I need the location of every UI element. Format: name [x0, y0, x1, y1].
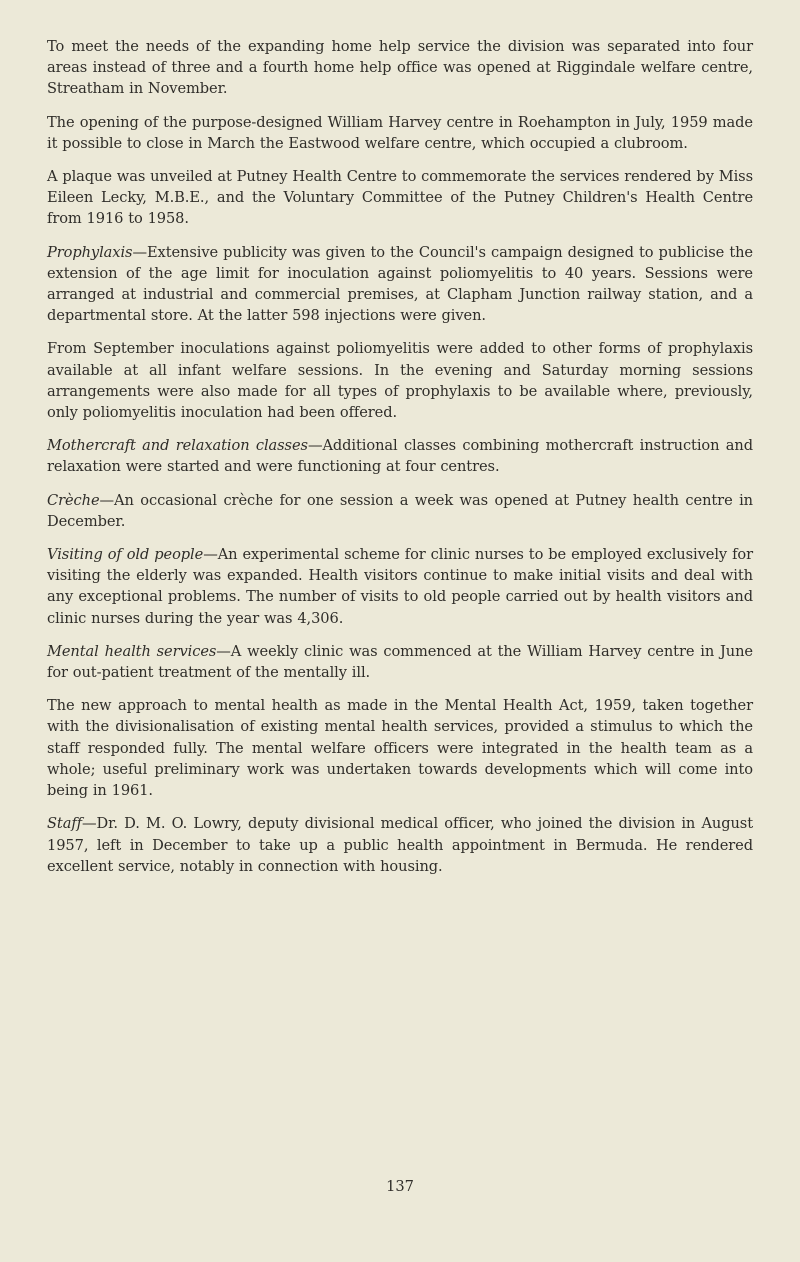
- paragraph-heading: Staff: [47, 815, 82, 833]
- paragraph: [47, 338, 753, 423]
- paragraph-text: —An experimental scheme for clinic nurses to be employed exclusively for visiting the elderly was expanded. Health visitors continue to make initial visits and deal with any exceptional problems. The number of visits to old people carried out by health visitors and clinic nurses during the year was 4,306.: [47, 546, 753, 627]
- paragraph: [47, 166, 753, 230]
- paragraph-creche: [47, 490, 753, 532]
- paragraph-mothercraft: [47, 435, 753, 477]
- paragraph: [47, 36, 753, 100]
- paragraph-visiting-old-people: [47, 544, 753, 629]
- paragraph-prophylaxis: [47, 242, 753, 327]
- paragraph-heading: Crèche: [47, 491, 100, 509]
- paragraph-text: From September inoculations against poliomyelitis were added to other forms of prophylaxis available at all infant welfare sessions. In the evening and Saturday morning sessions arrangements were also made for all types of prophylaxis to be available where, previously, only poliomyelitis inoculation had been offered.: [47, 340, 753, 422]
- paragraph-heading: Visiting of old people: [47, 546, 204, 564]
- paragraph-heading: Prophylaxis: [47, 243, 133, 261]
- paragraph: [47, 112, 753, 154]
- paragraph-text: The new approach to mental health as made in the Mental Health Act, 1959, taken together with the divisionalisation of existing mental health services, provided a stimulus to which the staff responded fully. The mental welfare officers were integrated in the health team as a whole; useful preliminary work was undertaken towards developments which will come into being in 1961.: [47, 697, 753, 800]
- page-number: 137: [386, 1178, 414, 1195]
- paragraph-text: A plaque was unveiled at Putney Health Centre to commemorate the services rendered by Miss Eileen Lecky, M.B.E., and the Voluntary Committee of the Putney Children's Health Centre from 1916 to 1958.: [47, 168, 753, 228]
- paragraph-mental-health: [47, 641, 753, 683]
- paragraph-staff: [47, 813, 753, 877]
- paragraph-text: —An occasional crèche for one session a week was opened at Putney health centre in December.: [47, 491, 753, 530]
- paragraph-text: To meet the needs of the expanding home help service the division was separated into four areas instead of three and a fourth home help office was opened at Riggindale welfare centre, Streatham in November.: [47, 38, 753, 98]
- paragraph-text: —Extensive publicity was given to the Council's campaign designed to publicise the extension of the age limit for inoculation against poliomyelitis to 40 years. Sessions were arranged at industrial and commercial premises, at Clapham Junction railway station, and a departmental store. At the latter 598 injections were given.: [47, 243, 753, 325]
- body-text: [47, 36, 753, 889]
- paragraph-heading: Mothercraft and relaxation classes: [47, 437, 308, 455]
- paragraph: [47, 695, 753, 801]
- paragraph-heading: Mental health services: [47, 642, 217, 660]
- paragraph-text: —A weekly clinic was commenced at the William Harvey centre in June for out-patient treatment of the mentally ill.: [47, 642, 753, 682]
- paragraph-text: —Additional classes combining mothercraft instruction and relaxation were started and were functioning at four centres.: [47, 437, 753, 476]
- paragraph-text: The opening of the purpose-designed William Harvey centre in Roehampton in July, 1959 made it possible to close in March the Eastwood welfare centre, which occupied a clubroom.: [47, 113, 753, 152]
- paragraph-text: —Dr. D. M. O. Lowry, deputy divisional medical officer, who joined the division in August 1957, left in December to take up a public health appointment in Bermuda. He rendered excellent service, notably in connection with housing.: [47, 815, 753, 875]
